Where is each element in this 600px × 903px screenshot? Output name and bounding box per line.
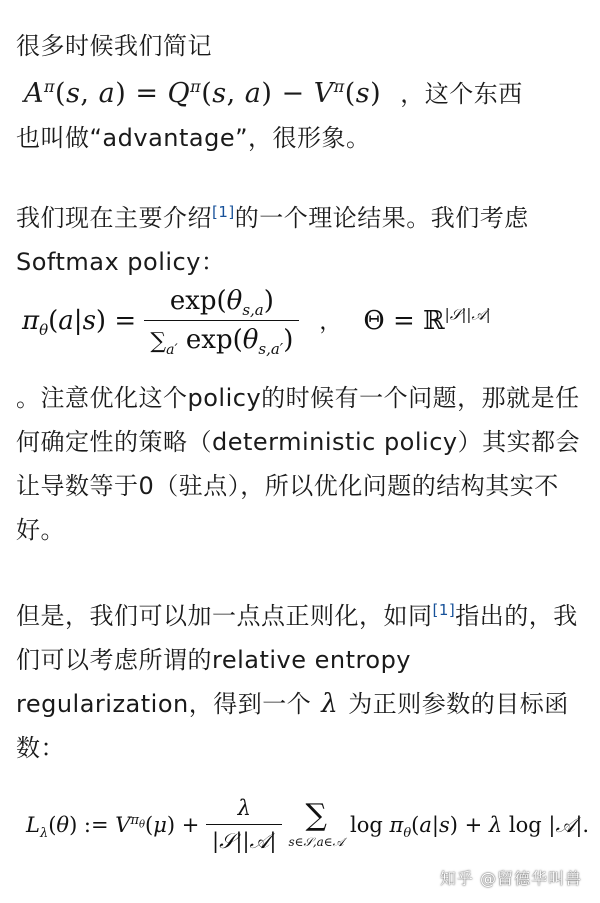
paragraph-regularization <box>16 594 588 770</box>
objective-lambda: λ <box>237 796 251 820</box>
lambda-symbol: λ <box>321 689 339 719</box>
objective-fraction <box>206 796 282 854</box>
paragraph-advantage <box>16 24 588 160</box>
softmax-text-1: 我们现在主要介绍 <box>16 204 212 232</box>
advantage-suffix: ，这个东西 <box>400 80 523 108</box>
regularization-text-1: 但是，我们可以加一点点正则化，如同 <box>16 602 433 630</box>
softmax-comma: ， <box>319 310 342 335</box>
advantage-note: 也叫做“advantage”，很形象。 <box>16 124 371 152</box>
objective-normalizer: |𝒮||𝒜| <box>206 824 282 854</box>
paragraph-stationary: 。注意优化这个policy的时候有一个问题，那就是任何确定性的策略（deterministic policy）其实都会让导数等于0（驻点），所以优化问题的结构其实不好。 <box>16 384 581 544</box>
paragraph-softmax <box>16 196 588 284</box>
softmax-fraction <box>144 286 299 359</box>
objective-sum: ∑ s∈𝒮,a∈𝒜 <box>288 797 345 849</box>
reference-link-1[interactable]: [1] <box>212 203 235 221</box>
softmax-text-2: 的一个理论结果。我们考虑Softmax policy： <box>16 204 529 276</box>
softmax-denominator: $\sum_{a'}$ $\exp(\theta_{s,a'})$ <box>144 320 299 355</box>
zhihu-watermark: 知乎 @留德华叫兽 <box>439 869 582 888</box>
softmax-numerator: $\exp(\theta_{s,a})$ <box>169 286 274 320</box>
objective-rhs: $\log \pi_\theta(a|s) + \lambda$ log |𝒜|. <box>350 812 590 841</box>
regularization-text-3: 为正则参数的目标函数： <box>16 690 569 762</box>
softmax-formula <box>22 286 582 359</box>
advantage-formula: $A^\pi(s$, $a) = Q^\pi(s$, $a) - V^\pi(s)$ <box>24 77 391 109</box>
objective-lhs: $L_\lambda(\theta)$ := $V^{\pi_\theta}(\mu)$ + <box>26 813 207 842</box>
objective-formula <box>26 796 592 854</box>
regularization-text-2: 指出的，我们可以考虑所谓的relative entropy regularization，得到一个 <box>16 602 578 718</box>
reference-link-2[interactable]: [1] <box>432 601 456 619</box>
line-intro: 很多时候我们简记 <box>16 32 212 60</box>
softmax-lhs: $\pi_\theta(a|s)$ = <box>22 305 145 339</box>
advantage-line <box>16 72 588 116</box>
parameter-space: Θ = ℝ$^{|𝒮||𝒜|}$ <box>363 304 491 336</box>
